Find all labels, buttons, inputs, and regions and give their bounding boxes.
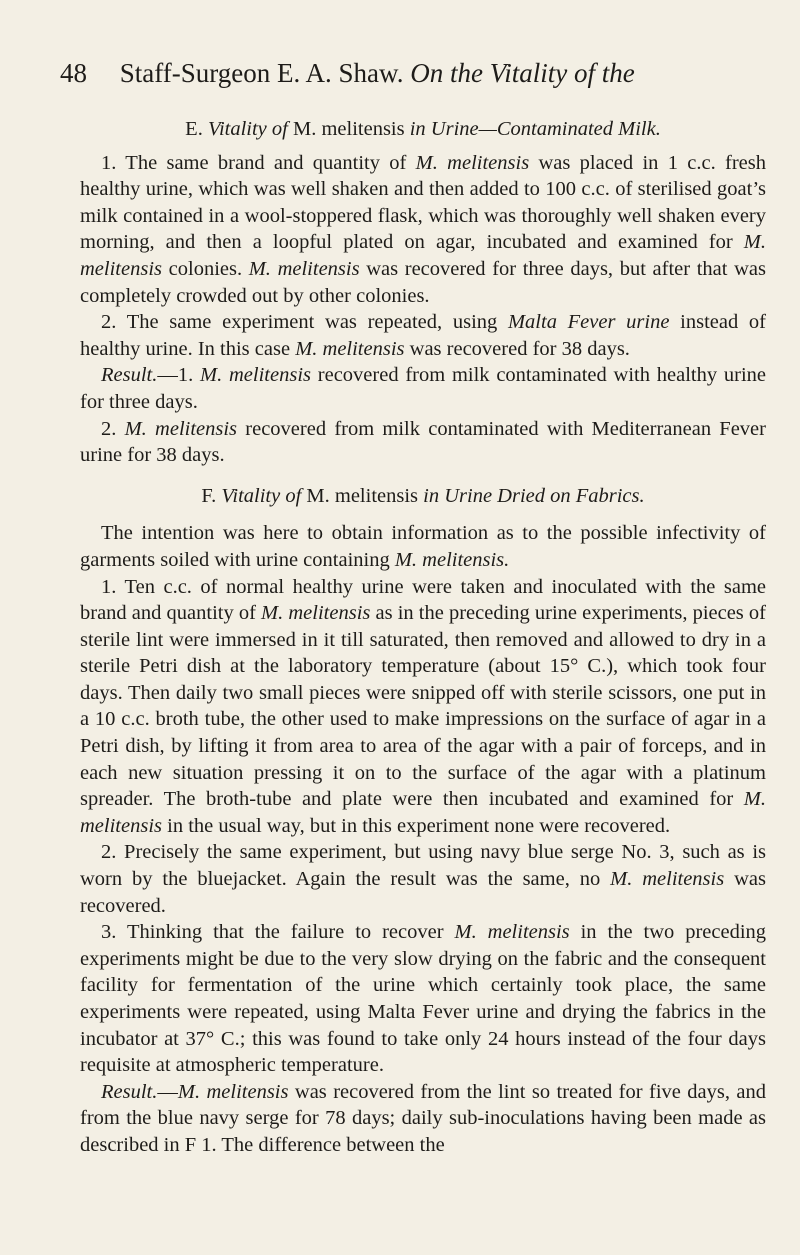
text-run: — (157, 1080, 178, 1103)
section-f-result (80, 1079, 766, 1159)
text-run: colonies. (162, 257, 249, 280)
text-run: M. melitensis (200, 364, 311, 387)
text-run: M. melitensis (80, 788, 766, 837)
text-run: Vitality of (221, 484, 307, 507)
text-run: 1. The same brand and quantity of (101, 151, 416, 174)
section-e-heading (80, 116, 766, 143)
text-run: The intention was here to obtain information as to the possible infectivity of garments soiled with urine containing (80, 522, 766, 571)
text-run: was recovered. (80, 868, 766, 917)
text-run: M. melitensis (248, 257, 360, 280)
text-run: 2. (101, 417, 125, 440)
text-run: Result. (101, 364, 158, 387)
text-run: was recovered from the lint so treated for five days, and from the blue navy serge for 78 days; daily sub-inoculations having been made as described in F 1. The difference between the (80, 1080, 766, 1156)
running-title-subject: On the Vitality of the (410, 58, 635, 88)
section-f-paragraph-3 (80, 919, 766, 1079)
text-run: in the usual way, but in this experiment none were recovered. (162, 814, 671, 837)
running-header (60, 56, 750, 90)
text-run: M. melitensis. (394, 548, 510, 571)
text-run: M. melitensis (610, 868, 725, 891)
text-run: was recovered for 38 days. (404, 337, 630, 360)
text-run: 3. Thinking that the failure to recover (101, 921, 455, 944)
text-run: M. melitensis (261, 602, 371, 625)
text-run: was placed in 1 c.c. fresh healthy urine, which was well shaken and then added to 100 c.c. of sterilised goat’s milk contained in a wool-stoppered flask, which was thoroughly well shaken every morning, and then a loopful plated on agar, incubated and examined for (80, 151, 766, 254)
text-run: in the two preceding experiments might be due to the very slow drying on the fabric and the consequent facility for fermentation of the urine which certainly took place, the same experiments were repeated, using Malta Fever urine and drying the fabrics in the incubator at 37° C.; this was found to take only 24 hours instead of the four days requisite at atmospheric temperature. (80, 921, 767, 1077)
section-f-paragraph-1 (80, 574, 766, 840)
section-e-paragraph-1 (80, 150, 766, 310)
text-run: 2. Precisely the same experiment, but using navy blue serge No. 3, such as is worn by the bluejacket. Again the result was the same, no (80, 841, 766, 891)
text-run: 1. Ten c.c. of normal healthy urine were taken and inoculated with the same brand and quantity of (80, 575, 766, 625)
text-run: recovered from milk contaminated with Mediterranean Fever urine for 38 days. (80, 417, 766, 467)
text-run: M. melitensis (454, 921, 570, 944)
section-f-paragraph-2 (80, 839, 766, 919)
text-run: M. melitensis (292, 118, 410, 140)
text-run: M. melitensis (177, 1080, 289, 1103)
section-f-intro (80, 520, 766, 573)
section-e-paragraph-2 (80, 309, 766, 362)
text-run: Result. (101, 1080, 158, 1103)
section-f-heading (80, 483, 766, 510)
text-run: M. melitensis (80, 231, 766, 280)
text-run: recovered from milk contaminated with healthy urine for three days. (80, 364, 766, 413)
text-run: Vitality of (207, 118, 293, 140)
text-run: M. melitensis (124, 417, 238, 440)
text-run: in Urine Dried on Fabrics. (423, 484, 645, 507)
section-e-result-2 (80, 416, 766, 469)
text-run: was recovered for three days, but after that was completely crowded out by other colonies. (80, 257, 766, 307)
section-e-result-1 (80, 362, 766, 415)
text-run: instead of healthy urine. In this case (80, 311, 766, 360)
text-run: in Urine—Contaminated Milk. (409, 118, 661, 140)
text-run: 2. The same experiment was repeated, using (101, 311, 508, 334)
running-title-author: Staff-Surgeon E. A. Shaw. (119, 58, 404, 88)
page-number: 48 (60, 58, 87, 88)
text-run: M. melitensis (295, 337, 405, 360)
text-run: F. (201, 484, 222, 507)
text-run: M. melitensis (306, 484, 424, 507)
text-run: as in the preceding urine experiments, pieces of sterile lint were immersed in it till saturated, then removed and allowed to dry in a sterile Petri dish at the laboratory temperature (about 15° C.), which took four days. Then daily two small pieces were snipped off with sterile scissors, one put in a 10 c.c. broth tube, the other used to make impressions on the surface of agar in a Petri dish, by lifting it from area to area of the agar with a pair of forceps, and in each new situation pressing it on to the surface of the agar with a platinum spreader. The broth-tube and plate were then incubated and examined for (80, 602, 766, 811)
text-run: E. (185, 118, 208, 140)
body-text (80, 116, 766, 1159)
text-run: Malta Fever urine (507, 311, 670, 334)
text-run: —1. (157, 364, 201, 387)
text-run: M. melitensis (415, 151, 530, 174)
